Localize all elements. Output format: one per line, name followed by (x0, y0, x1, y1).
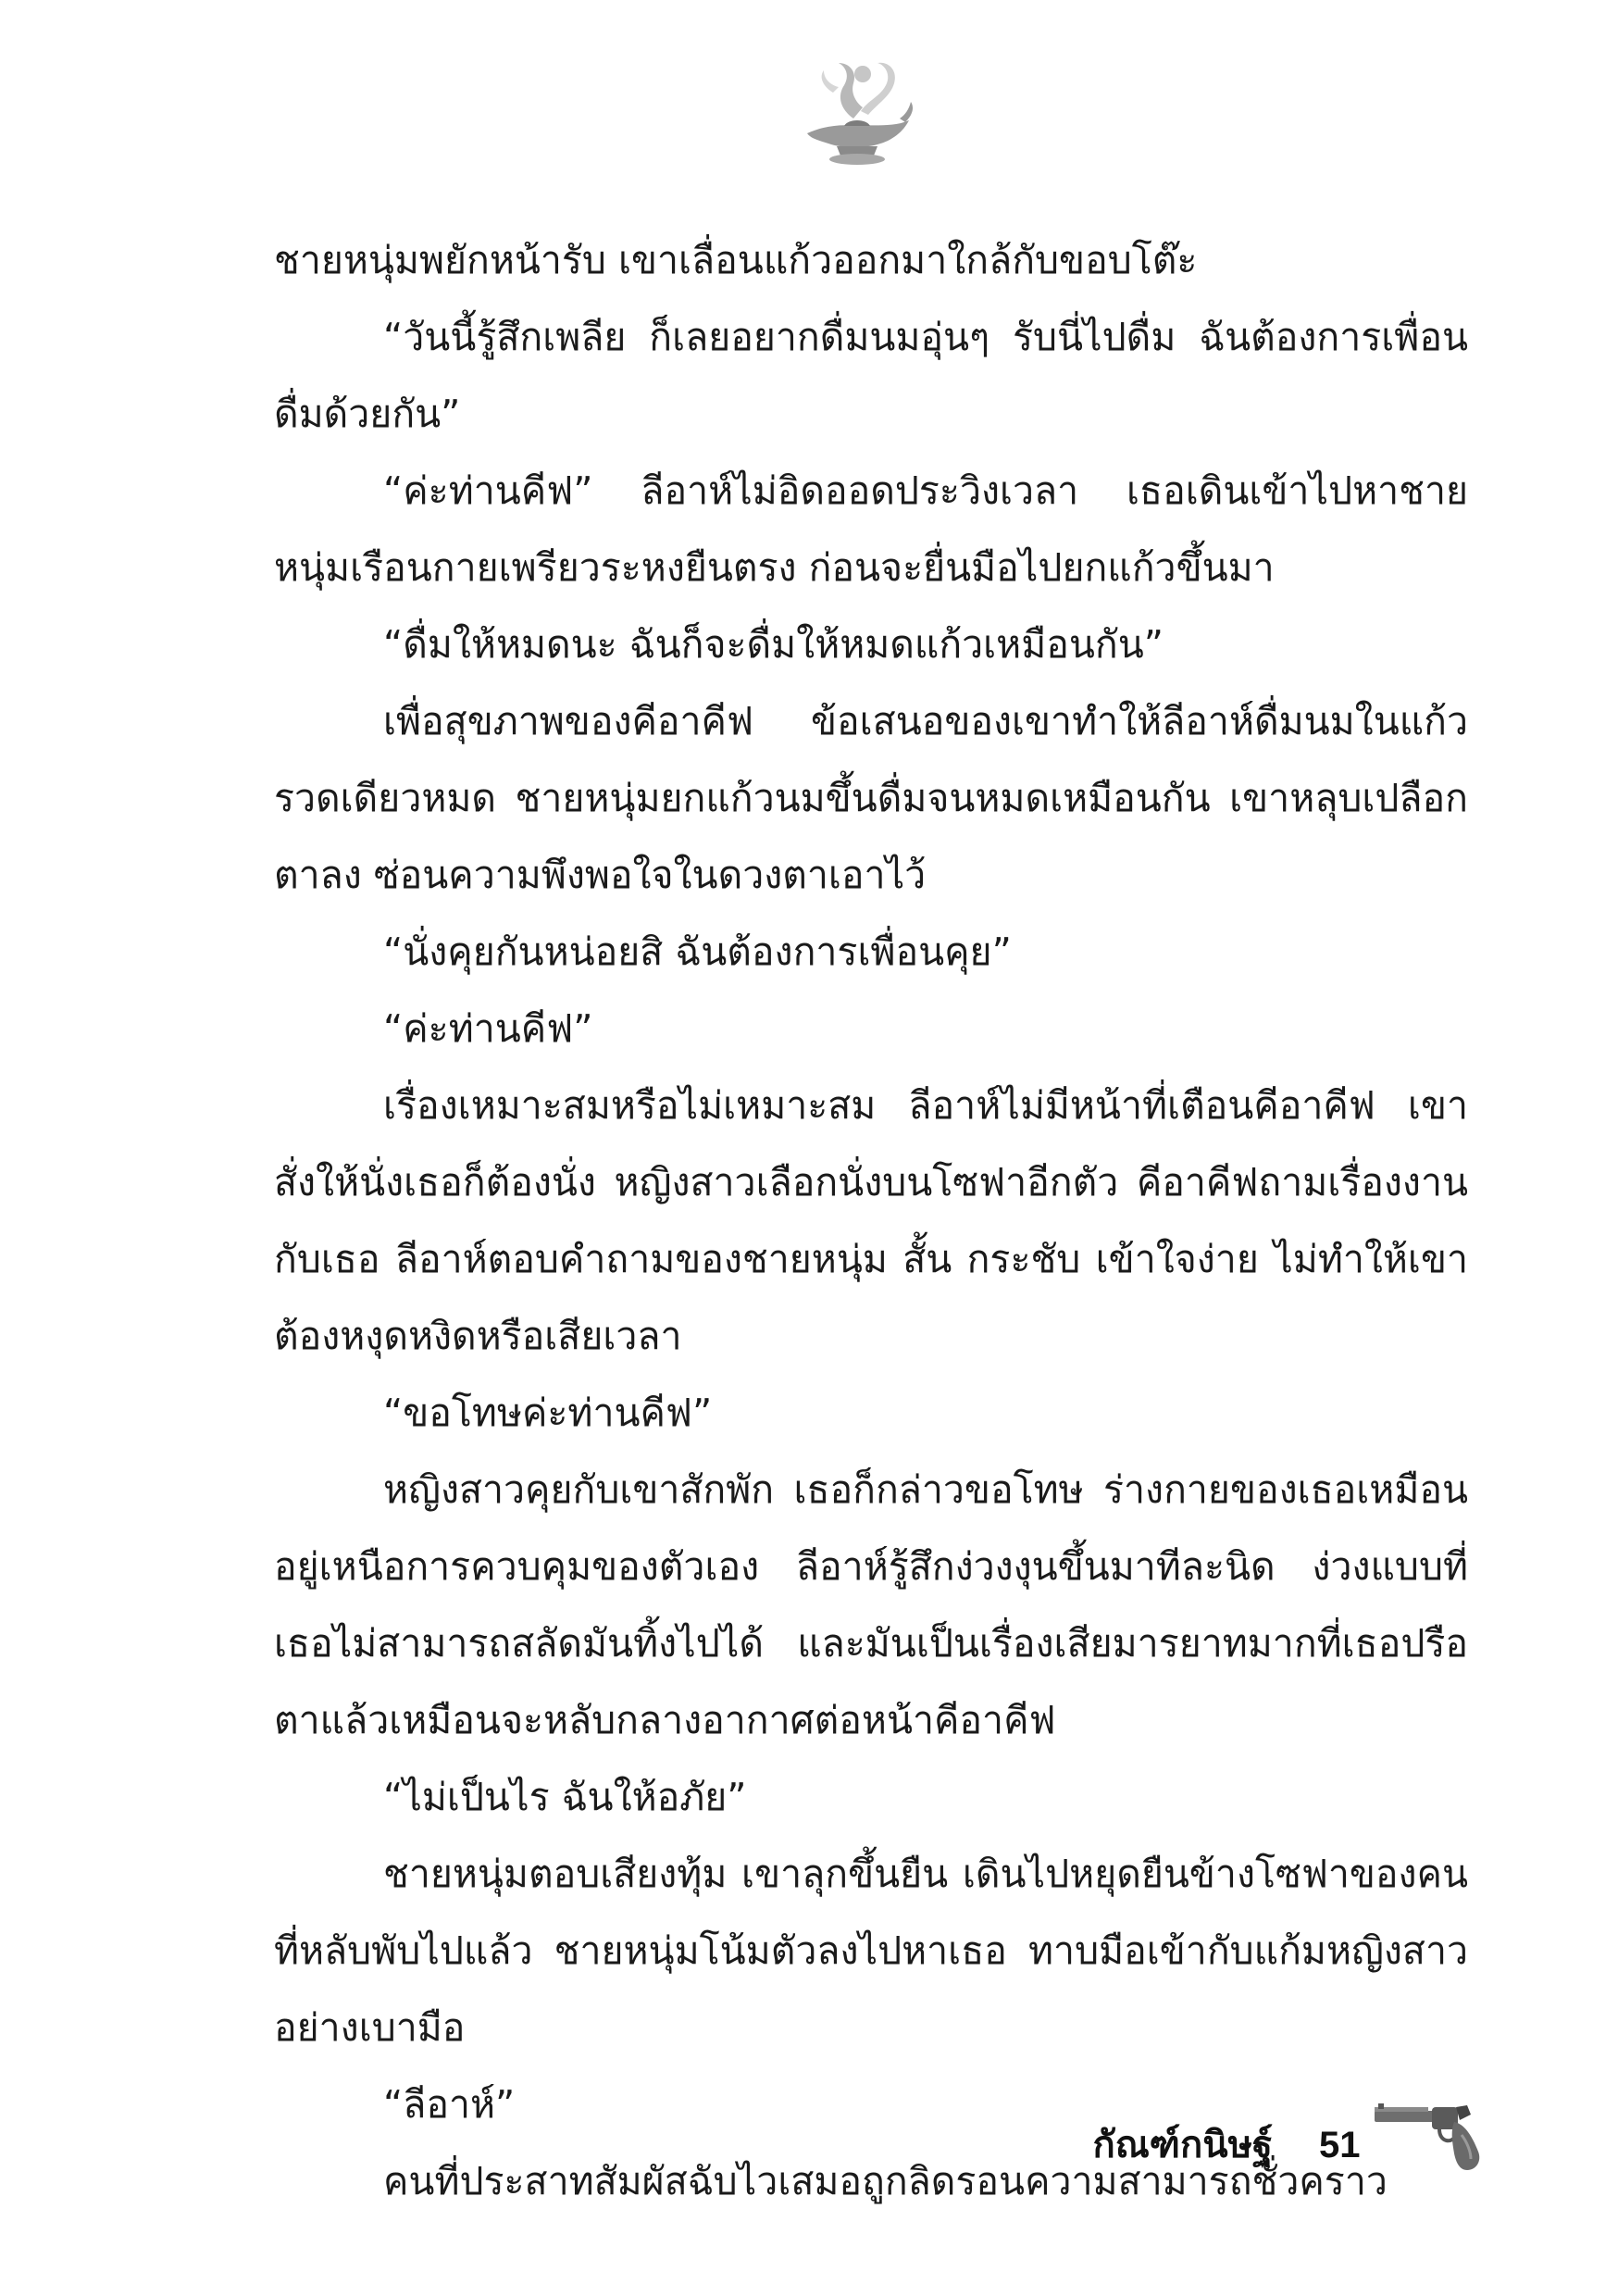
paragraph: เพื่อสุขภาพของคีอาคีฟ ข้อเสนอของเขาทำให้ลีอาห์ดื่มนมในแก้วรวดเดียวหมด ชายหนุ่มยกแก้วนมขึ้นดื่มจนหมดเหมือนกัน เขาหลุบเปลือกตาลง ซ่อนความพึงพอใจในดวงตาเอาไว้ (274, 699, 1468, 897)
paragraph: “ไม่เป็นไร ฉันให้อภัย” (383, 1775, 747, 1819)
page-footer (1055, 2100, 1490, 2183)
paragraph: “ค่ะท่านคีฟ” ลีอาห์ไม่อิดออดประวิงเวลา เธอเดินเข้าไปหาชายหนุ่มเรือนกายเพรียวระหงยืนตรง ก่อนจะยื่นมือไปยกแก้วขึ้นมา (274, 468, 1468, 590)
paragraph: “ดื่มให้หมดนะ ฉันก็จะดื่มให้หมดแก้วเหมือนกัน” (383, 622, 1164, 667)
paragraph: “ลีอาห์” (383, 2082, 516, 2127)
page-number: 51 (1319, 2125, 1361, 2165)
paragraph: “นั่งคุยกันหน่อยสิ ฉันต้องการเพื่อนคุย” (383, 930, 1012, 974)
paragraph: ชายหนุ่มตอบเสียงทุ้ม เขาลุกขึ้นยืน เดินไปหยุดยืนข้างโซฟาของคนที่หลับพับไปแล้ว ชายหนุ่มโน้มตัวลงไปหาเธอ ทาบมือเข้ากับแก้มหญิงสาวอย่างเบามือ (274, 1852, 1468, 2050)
paragraph: “ค่ะท่านคีฟ” (383, 1006, 593, 1051)
book-title: กัณฑ์กนิษฐ์ (1092, 2124, 1273, 2166)
body-text (274, 222, 1468, 2220)
genie-lamp-icon (796, 56, 916, 171)
paragraph: คนที่ประสาทสัมผัสฉับไวเสมอถูกลิดรอนความสามารถชั่วคราว (383, 2159, 1388, 2203)
paragraph: “ขอโทษค่ะท่านคีฟ” (383, 1391, 713, 1435)
paragraph: ชายหนุ่มพยักหน้ารับ เขาเลื่อนแก้วออกมาใกล้กับขอบโต๊ะ (274, 238, 1198, 282)
paragraph: หญิงสาวคุยกับเขาสักพัก เธอก็กล่าวขอโทษ ร่างกายของเธอเหมือนอยู่เหนือการควบคุมของตัวเอง ลีอาห์รู้สึกง่วงงุนขึ้นมาทีละนิด ง่วงแบบที่เธอไม่สามารถสลัดมันทิ้งไปได้ และมันเป็นเรื่องเสียมารยาทมากที่เธอปรือตาแล้วเหมือนจะหลับกลางอากาศต่อหน้าคีอาคีฟ (274, 1467, 1468, 1742)
paragraph: เรื่องเหมาะสมหรือไม่เหมาะสม ลีอาห์ไม่มีหน้าที่เตือนคีอาคีฟ เขาสั่งให้นั่งเธอก็ต้องนั่ง หญิงสาวเลือกนั่งบนโซฟาอีกตัว คีอาคีฟถามเรื่องงานกับเธอ ลีอาห์ตอบคำถามของชายหนุ่ม สั้น กระชับ เข้าใจง่าย ไม่ทำให้เขาต้องหงุดหงิดหรือเสียเวลา (274, 1083, 1468, 1358)
revolver-icon (1375, 2102, 1486, 2174)
paragraph: “วันนี้รู้สึกเพลีย ก็เลยอยากดื่มนมอุ่นๆ รับนี่ไปดื่ม ฉันต้องการเพื่อนดื่มด้วยกัน” (274, 315, 1468, 436)
